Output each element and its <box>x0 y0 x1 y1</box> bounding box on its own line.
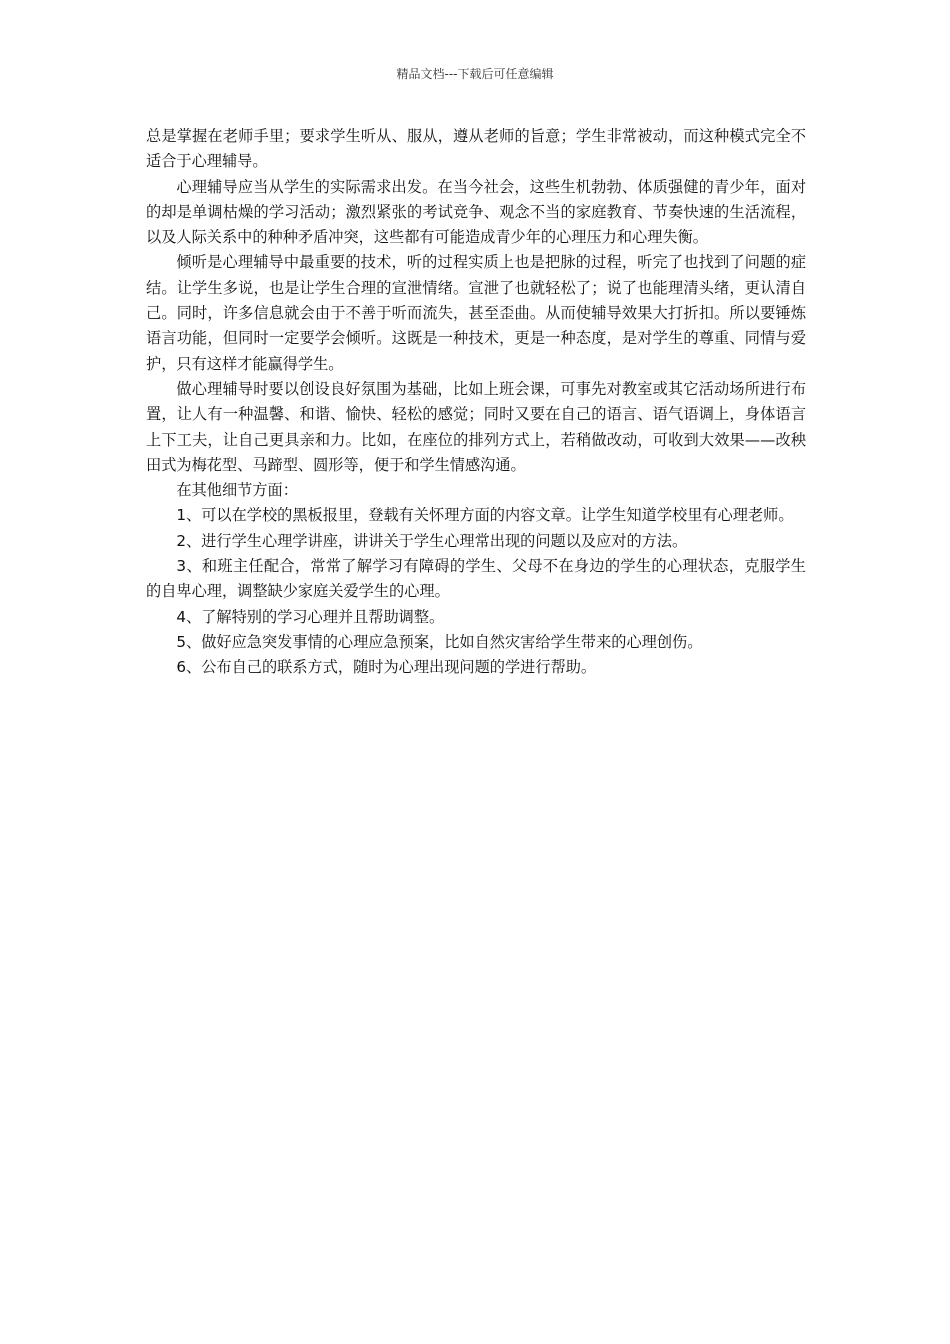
list-item: 1、可以在学校的黑板报里，登载有关怀理方面的内容文章。让学生知道学校里有心理老师。 <box>176 506 794 525</box>
list-item: 2、进行学生心理学讲座，讲讲关于学生心理常出现的问题以及应对的方法。 <box>176 531 688 550</box>
list-item: 4、了解特别的学习心理并且帮助调整。 <box>176 607 445 626</box>
page-header: 精品文档---下载后可任意编辑 <box>396 67 554 81</box>
paragraph: 心理辅导应当从学生的实际需求出发。在当今社会，这些生机勃勃、体质强健的青少年，面对的却是单调枯燥的学习活动；激烈紧张的考试竞争、观念不当的家庭教育、节奏快速的生活流程，以及人际关系中的种种矛盾冲突，这些都有可能造成青少年的心理压力和心理失衡。 <box>146 177 806 247</box>
paragraph: 倾听是心理辅导中最重要的技术，听的过程实质上也是把脉的过程，听完了也找到了问题的症结。让学生多说，也是让学生合理的宣泄情绪。宣泄了也就轻松了；说了也能理清头绪，更认清自己。同时，许多信息就会由于不善于听而流失，甚至歪曲。从而使辅导效果大打折扣。所以要锤炼语言功能，但同时一定要学会倾听。这既是一种技术，更是一种态度，是对学生的尊重、同情与爱护，只有这样才能赢得学生。 <box>146 253 806 373</box>
paragraph: 做心理辅导时要以创设良好氛围为基础，比如上班会课，可事先对教室或其它活动场所进行布置，让人有一种温馨、和谐、愉快、轻松的感觉；同时又要在自己的语言、语气语调上，身体语言上下工夫，让自己更具亲和力。比如，在座位的排列方式上，若稍做改动，可收到大效果——改秧田式为梅花型、马蹄型、圆形等，便于和学生情感沟通。 <box>146 379 806 474</box>
list-item: 3、和班主任配合，常常了解学习有障碍的学生、父母不在身边的学生的心理状态，克服学生的自卑心理，调整缺少家庭关爱学生的心理。 <box>146 557 806 601</box>
list-item: 6、公布自己的联系方式，随时为心理出现问题的学进行帮助。 <box>176 658 597 677</box>
paragraph-continued: 总是掌握在老师手里；要求学生听从、服从，遵从老师的旨意；学生非常被动，而这种模式完全不适合于心理辅导。 <box>146 127 806 171</box>
section-intro: 在其他细节方面： <box>176 481 298 500</box>
list-item: 5、做好应急突发事情的心理应急预案，比如自然灾害给学生带来的心理创伤。 <box>176 632 703 651</box>
document-body <box>146 124 806 681</box>
